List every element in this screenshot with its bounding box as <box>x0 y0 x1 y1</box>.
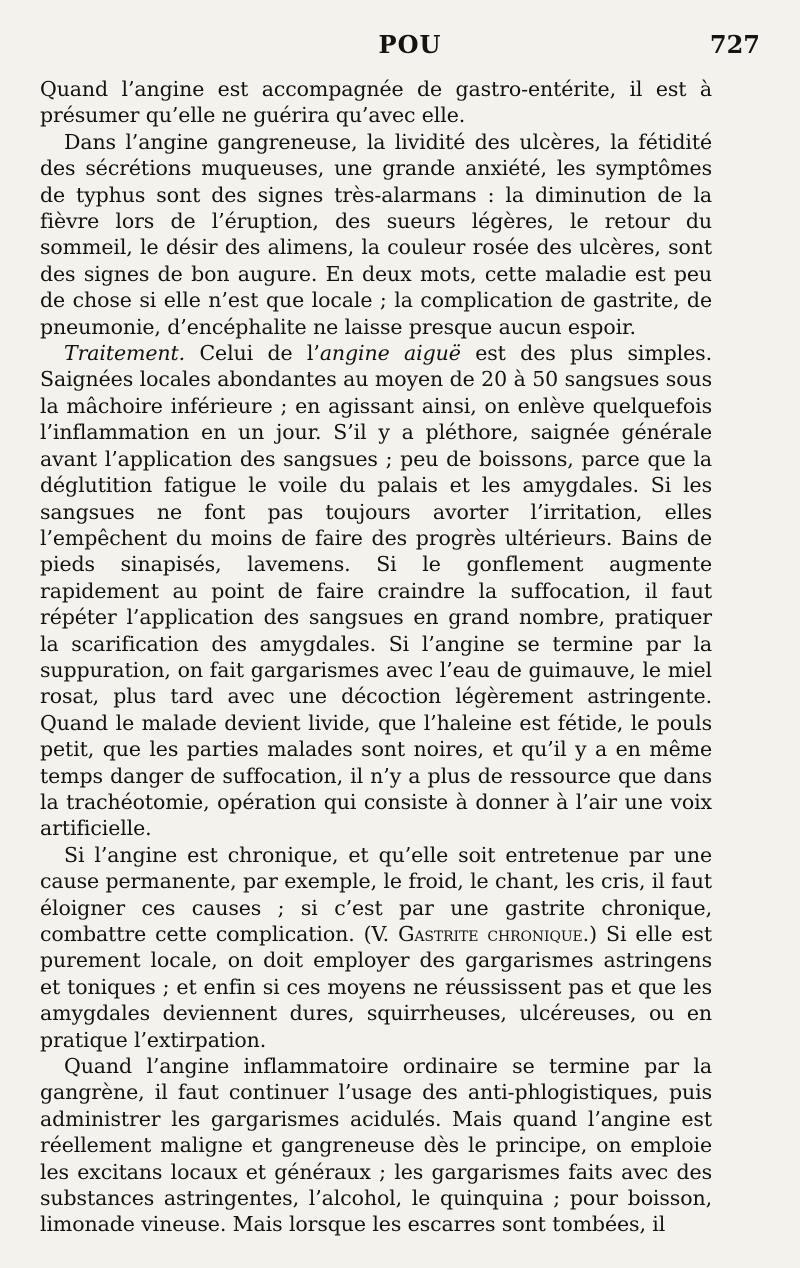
running-head: POU <box>378 30 442 59</box>
body-text <box>40 76 712 1238</box>
paragraph-4 <box>40 842 712 1053</box>
paragraph-3-text-b: est des plus simples. Saignées locales abondantes au moyen de 20 à 50 sangsues sous la mâchoire inférieure ; en agissant ainsi, on enlève quelquefois l’inflammation en un jour. S’il y a pléthore, saignée générale avant l’application des sangsues ; peu de boissons, parce que la déglutition fatigue le voile du palais et les amygdales. Si les sangsues ne font pas toujours avorter l’irritation, elles l’empêchent du moins de faire des progrès ultérieurs. Bains de pieds sinapisés, lavemens. Si le gonflement augmente rapidement au point de faire craindre la suffocation, il faut répéter l’application des sangsues en grand nombre, pratiquer la scarification des amygdales. Si l’angine se termine par la suppuration, on fait gargarismes avec l’eau de guimauve, le miel rosat, plus tard avec une décoction légèrement astringente. Quand le malade devient livide, que l’haleine est fétide, le pouls petit, que les parties malades sont noires, et qu’il y a en même temps danger de suffocation, il n’y a plus de ressource que dans la trachéotomie, opération qui consiste à donner à l’air une voix artificielle. <box>40 341 713 841</box>
page-header <box>60 30 760 70</box>
paragraph-1: Quand l’angine est accompagnée de gastro-entérite, il est à présumer qu’elle ne guérira qu’avec elle. <box>40 77 712 128</box>
cross-reference: Gastrite chronique <box>398 922 583 946</box>
paragraph-3-text-a: Celui de l’ <box>185 341 320 366</box>
paragraph-2: Dans l’angine gangreneuse, la lividité des ulcères, la fétidité des sécrétions muqueuses, une grande anxiété, les symptômes de typhus sont des signes très-alarmans : la diminution de la fièvre lors de l’éruption, des sueurs légères, le retour du sommeil, le désir des alimens, la couleur rosée des ulcères, sont des signes de bon augure. En deux mots, cette maladie est peu de chose si elle n’est que locale ; la complication de gastrite, de pneumonie, d’encéphalite ne laisse presque aucun espoir. <box>40 129 712 339</box>
paragraph-5: Quand l’angine inflammatoire ordinaire se termine par la gangrène, il faut continuer l’usage des anti-phlogistiques, puis administrer les gargarismes acidulés. Mais quand l’angine est réellement maligne et gangreneuse dès le principe, on emploie les excitans locaux et généraux ; les gargarismes faits avec des substances astringentes, l’alcohol, le quinquina ; pour boisson, limonade vineuse. Mais lorsque les escarres sont tombées, il <box>40 1054 712 1237</box>
paragraph-4-text-b: .) Si elle est purement locale, on doit employer des gargarismes astringens et toniques ; et enfin si ces moyens ne réussissent pas et que les amygdales deviennent dures, squirrheuses, ulcéreuses, ou en pratique l’extirpation. <box>40 922 712 1052</box>
paragraph-4-text-a: Si l’angine est chronique, et qu’elle soit entretenue par une cause permanente, par exemple, le froid, le chant, les cris, il faut éloigner ces causes ; si c’est par une gastrite chronique, combattre cette complication. (V. <box>40 842 712 946</box>
emphasis-term: angine aiguë <box>319 341 461 366</box>
paragraph-3 <box>40 340 712 842</box>
page-number: 727 <box>709 30 760 59</box>
section-label: Traitement. <box>64 341 186 366</box>
